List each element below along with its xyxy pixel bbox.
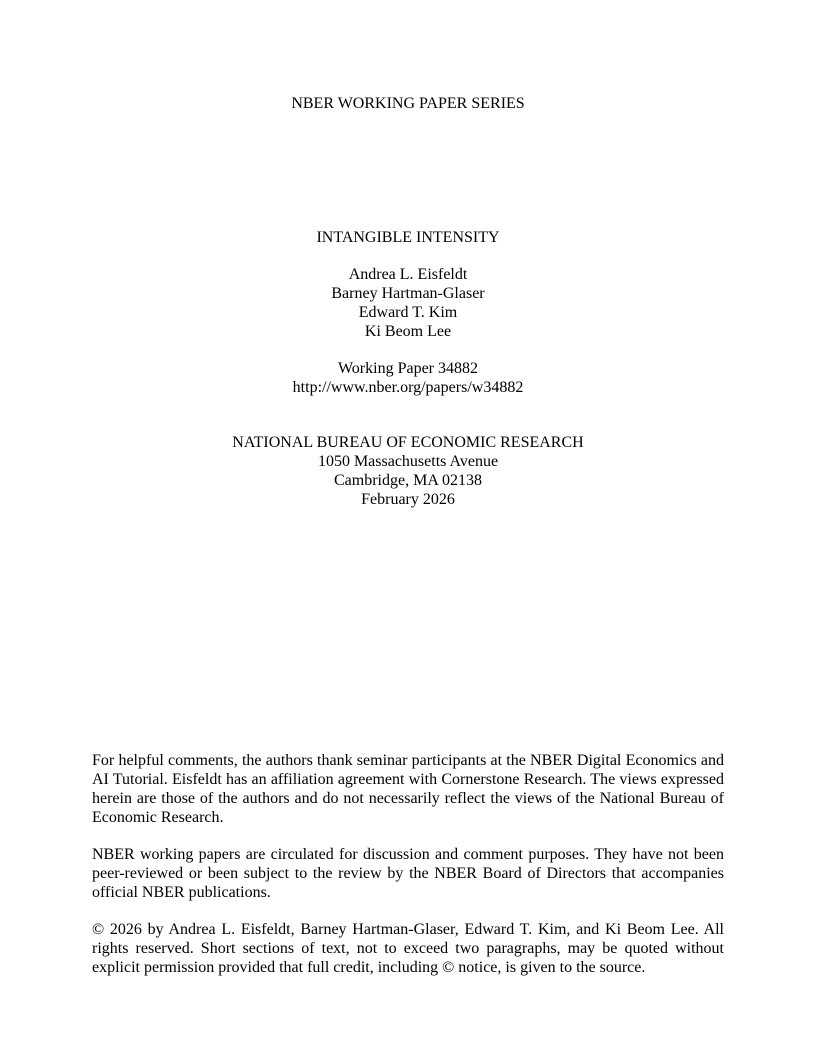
paper-title: INTANGIBLE INTENSITY — [316, 229, 500, 246]
working-paper-number: Working Paper 34882 — [337, 360, 479, 377]
series-header: NBER WORKING PAPER SERIES — [291, 95, 525, 112]
author-name: Barney Hartman-Glaser — [331, 285, 485, 302]
institution-block — [0, 433, 816, 509]
footnote-section — [92, 751, 724, 977]
working-paper-url-link[interactable]: http://www.nber.org/papers/w34882 — [292, 379, 524, 396]
author-list — [0, 265, 816, 341]
disclaimer-paragraph: NBER working papers are circulated for discussion and comment purposes. They have not been peer-reviewed or been subject to the review by the NBER Board of Directors that accompanies official NBER publications. — [92, 846, 724, 901]
author-name: Ki Beom Lee — [364, 323, 452, 340]
institution-address-street: 1050 Massachusetts Avenue — [317, 453, 499, 470]
title-block — [0, 228, 816, 397]
author-name: Edward T. Kim — [358, 304, 458, 321]
copyright-paragraph: © 2026 by Andrea L. Eisfeldt, Barney Hartman-Glaser, Edward T. Kim, and Ki Beom Lee. All rights reserved. Short sections of text, not to exceed two paragraphs, may be quoted without explicit permission provided that full credit, including © notice, is given to the source. — [92, 921, 724, 976]
institution-address-city: Cambridge, MA 02138 — [334, 472, 482, 489]
acknowledgments-paragraph: For helpful comments, the authors thank seminar participants at the NBER Digital Economics and AI Tutorial. Eisfeldt has an affiliation agreement with Cornerstone Research. The views expressed herein are those of the authors and do not necessarily reflect the views of the National Bureau of Economic Research. — [92, 752, 724, 826]
institution-name: NATIONAL BUREAU OF ECONOMIC RESEARCH — [232, 434, 584, 451]
working-paper-block — [0, 359, 816, 397]
author-name: Andrea L. Eisfeldt — [348, 266, 468, 283]
publication-date: February 2026 — [361, 491, 455, 508]
